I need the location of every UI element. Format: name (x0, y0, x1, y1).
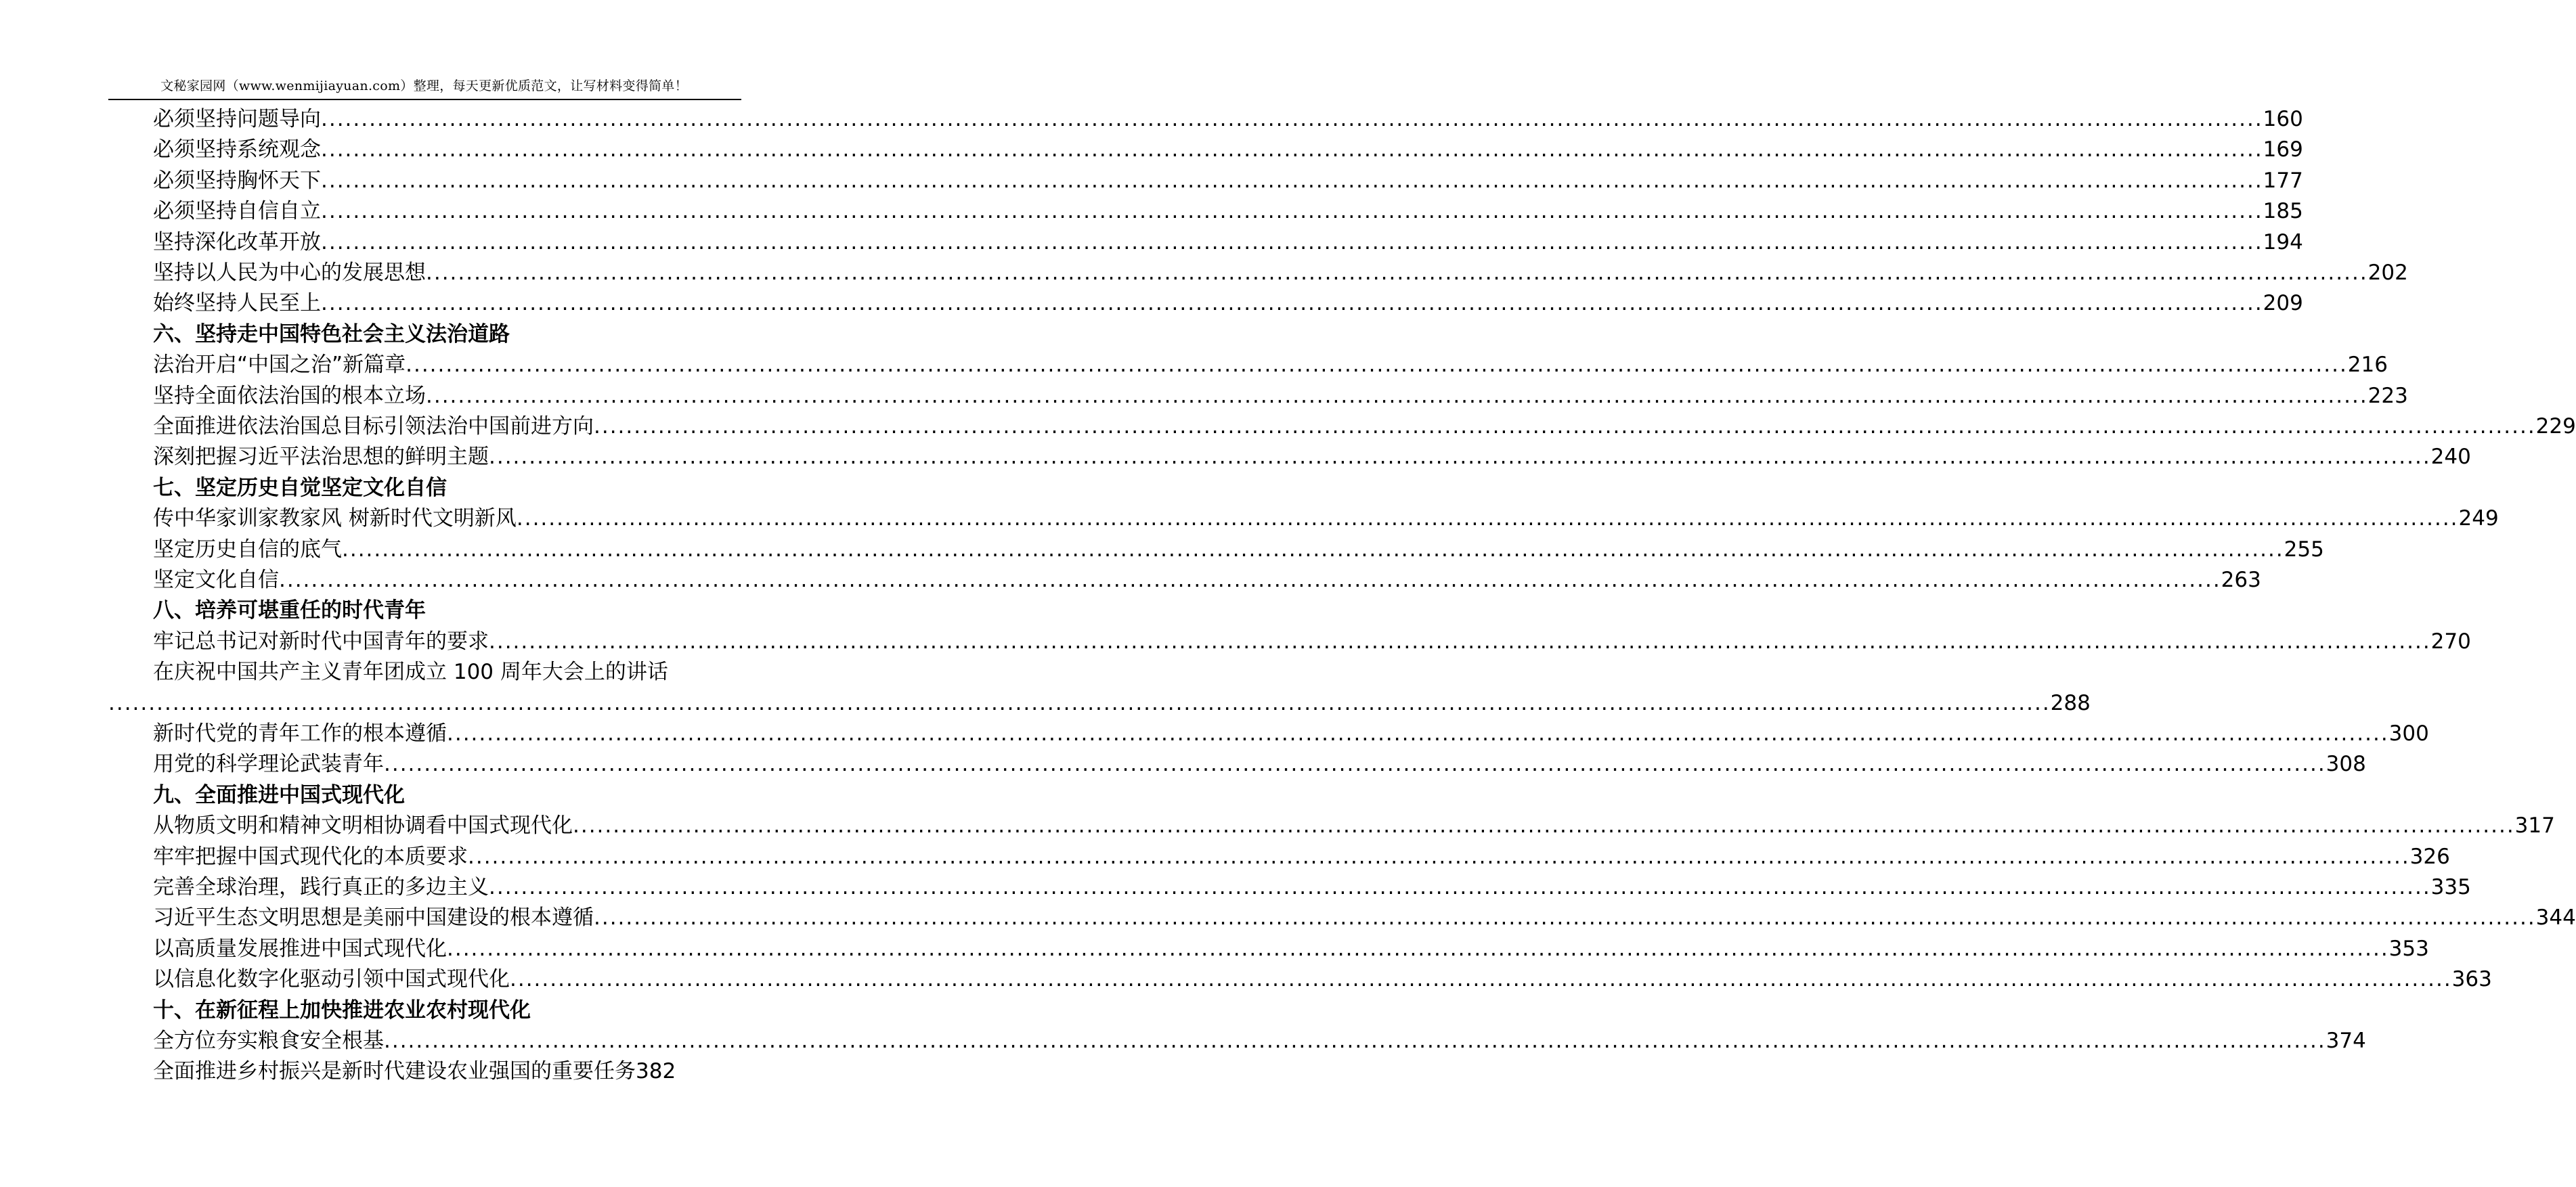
toc-entry[interactable] (153, 104, 2303, 135)
dot-leader: .................................................................................................................................................................................................................................................. (426, 261, 2368, 285)
toc-entry-title: 坚持全面依法治国的根本立场 (153, 383, 426, 408)
toc-page-number: 223 (2367, 383, 2408, 408)
toc-entry[interactable] (153, 626, 2471, 657)
toc-entry[interactable] (153, 349, 2388, 380)
toc-entry[interactable] (153, 288, 2303, 319)
toc-entry[interactable] (153, 380, 2408, 411)
dot-leader: .................................................................................................................................................................................................................................................. (516, 506, 2459, 531)
toc-page-number: 308 (2326, 752, 2366, 777)
dot-leader: .................................................................................................................................................................................................................................................. (279, 568, 2221, 592)
toc-entry-title: 用党的科学理论武装青年 (153, 752, 384, 777)
dot-leader: .................................................................................................................................................................................................................................................. (447, 721, 2389, 746)
dot-leader: .................................................................................................................................................................................................................................................. (447, 936, 2389, 961)
toc-page-number: 317 (2514, 813, 2555, 838)
dot-leader: .................................................................................................................................................................................................................................................. (594, 414, 2536, 439)
toc-entry-title: 始终坚持人民至上 (153, 291, 321, 316)
toc-entry[interactable] (153, 196, 2303, 227)
toc-entry[interactable] (153, 964, 2492, 995)
toc-entry[interactable] (153, 503, 2499, 534)
toc-entry-title: 全面推进依法治国总目标引领法治中国前进方向 (153, 414, 594, 439)
toc-entry-title: 从物质文明和精神文明相协调看中国式现代化 (153, 813, 573, 838)
toc-page-number: 194 (2263, 229, 2303, 254)
dot-leader: .................................................................................................................................................................................................................................................. (384, 752, 2326, 777)
dot-leader: .................................................................................................................................................................................................................................................. (342, 537, 2284, 562)
page-header: 文秘家园网（www.wenmijiayuan.com）整理，每天更新优质范文，让写材料变得简单！ (160, 79, 688, 93)
toc-entry[interactable]: 全面推进乡村振兴是新时代建设农业强国的重要任务382 (153, 1059, 676, 1084)
toc-page-number: 263 (2221, 568, 2261, 592)
toc-page-number: 326 (2409, 844, 2450, 869)
toc-entry-title: 必须坚持系统观念 (153, 137, 321, 162)
toc-entry[interactable] (153, 534, 2324, 565)
toc-entry[interactable] (153, 1025, 2366, 1056)
toc-page-number: 255 (2284, 537, 2324, 562)
dot-leader: .................................................................................................................................................................................................................................................. (406, 353, 2348, 378)
toc-entry[interactable] (153, 810, 2555, 841)
toc-entry-title: 以高质量发展推进中国式现代化 (153, 936, 447, 961)
dot-leader: .................................................................................................................................................................................................................................................. (468, 844, 2410, 869)
toc-entry-title: 坚持深化改革开放 (153, 229, 321, 254)
toc-page-number: 249 (2458, 506, 2499, 531)
toc-entry-title: 必须坚持问题导向 (153, 107, 321, 131)
dot-leader: .................................................................................................................................................................................................................................................. (321, 168, 2263, 193)
toc-entry[interactable] (153, 564, 2261, 596)
toc-entry[interactable] (153, 718, 2429, 749)
toc-page-number: 177 (2263, 168, 2303, 193)
toc-entry-title: 传中华家训家教家风 树新时代文明新风 (153, 506, 517, 531)
toc-page-number: 185 (2263, 199, 2303, 224)
toc-entry[interactable] (153, 933, 2429, 964)
toc-page-number: 374 (2326, 1029, 2366, 1053)
toc-entry-title: 以信息化数字化驱动引领中国式现代化 (153, 967, 510, 992)
toc-section-heading: 六、坚持走中国特色社会主义法治道路 (153, 321, 510, 346)
dot-leader: .................................................................................................................................................................................................................................................. (384, 1029, 2326, 1053)
toc-entry-title: 必须坚持胸怀天下 (153, 168, 321, 193)
toc-entry[interactable] (153, 441, 2471, 472)
toc-page-number: 169 (2263, 137, 2303, 162)
dot-leader: .................................................................................................................................................................................................................................................. (489, 629, 2431, 654)
toc-entry-continuation[interactable] (108, 688, 2091, 719)
toc-entry[interactable] (153, 257, 2408, 288)
toc-section-heading: 九、全面推进中国式现代化 (153, 782, 405, 807)
toc-page-number: 240 (2430, 445, 2471, 470)
dot-leader: .................................................................................................................................................................................................................................................. (426, 383, 2368, 408)
toc-entry-title: 必须坚持自信自立 (153, 199, 321, 224)
dot-leader: .................................................................................................................................................................................................................................................. (321, 229, 2263, 254)
toc-entry-title: 牢牢把握中国式现代化的本质要求 (153, 844, 468, 869)
toc-page-number: 353 (2388, 936, 2429, 961)
toc-section-heading: 八、培养可堪重任的时代青年 (153, 598, 426, 623)
toc-page-number: 344 (2535, 905, 2576, 931)
toc-entry-title: 完善全球治理，践行真正的多边主义 (153, 875, 489, 899)
dot-leader: .................................................................................................................................................................................................................................................. (321, 199, 2263, 224)
toc-entry-title: 坚定历史自信的底气 (153, 537, 342, 562)
dot-leader: .................................................................................................................................................................................................................................................. (108, 690, 2051, 715)
toc-entry[interactable] (153, 872, 2471, 903)
toc-entry[interactable] (153, 165, 2303, 196)
toc-entry-title: 法治开启“中国之治”新篇章 (153, 353, 406, 378)
toc-entry[interactable] (153, 134, 2303, 165)
toc-page-number: 300 (2388, 721, 2429, 746)
dot-leader: .................................................................................................................................................................................................................................................. (510, 967, 2452, 992)
header-rule (108, 99, 741, 100)
toc-page-number: 335 (2430, 875, 2471, 899)
toc-entry[interactable] (153, 411, 2576, 442)
toc-section-heading: 七、坚定历史自觉坚定文化自信 (153, 475, 447, 500)
toc-page-number: 216 (2347, 353, 2388, 378)
toc-entry[interactable] (153, 841, 2450, 872)
toc-entry[interactable] (153, 902, 2576, 933)
toc-page-number: 270 (2430, 629, 2471, 654)
toc-entry-title: 习近平生态文明思想是美丽中国建设的根本遵循 (153, 905, 594, 931)
dot-leader: .................................................................................................................................................................................................................................................. (321, 291, 2263, 316)
toc-page-number: 229 (2535, 414, 2576, 439)
dot-leader: .................................................................................................................................................................................................................................................. (573, 813, 2515, 838)
dot-leader: .................................................................................................................................................................................................................................................. (489, 875, 2431, 899)
toc-entry-title: 牢记总书记对新时代中国青年的要求 (153, 629, 489, 654)
dot-leader: .................................................................................................................................................................................................................................................. (321, 137, 2263, 162)
toc-entry-title: 新时代党的青年工作的根本遵循 (153, 721, 447, 746)
toc-entry-title: 坚定文化自信 (153, 568, 279, 592)
toc-entry-title: 全方位夯实粮食安全根基 (153, 1029, 384, 1053)
toc-page-number: 288 (2050, 690, 2091, 715)
toc-page-number: 363 (2451, 967, 2492, 992)
dot-leader: .................................................................................................................................................................................................................................................. (489, 445, 2431, 470)
toc-entry-title: 深刻把握习近平法治思想的鲜明主题 (153, 445, 489, 470)
toc-page-number: 202 (2367, 261, 2408, 285)
toc-entry[interactable] (153, 748, 2366, 780)
dot-leader: .................................................................................................................................................................................................................................................. (594, 905, 2536, 931)
toc-entry[interactable]: 在庆祝中国共产主义青年团成立 100 周年大会上的讲话 (153, 660, 668, 685)
toc-page-number: 160 (2263, 107, 2303, 131)
dot-leader: .................................................................................................................................................................................................................................................. (321, 107, 2263, 131)
toc-entry-title: 坚持以人民为中心的发展思想 (153, 261, 426, 285)
toc-page-number: 209 (2263, 291, 2303, 316)
toc-section-heading: 十、在新征程上加快推进农业农村现代化 (153, 998, 531, 1023)
toc-entry[interactable] (153, 227, 2303, 258)
